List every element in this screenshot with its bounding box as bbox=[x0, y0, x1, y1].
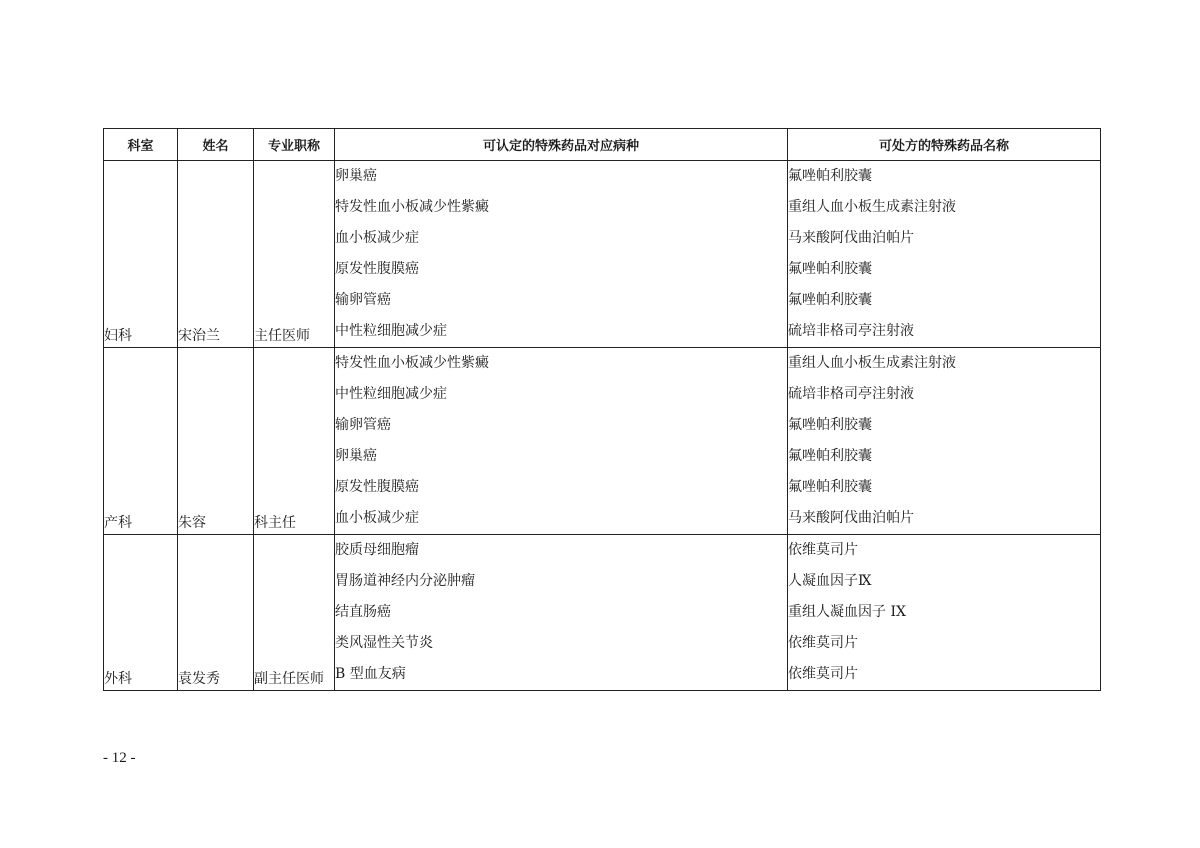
drug-item: 重组人血小板生成素注射液 bbox=[788, 199, 956, 215]
drug-item: 氟唑帕利胶囊 bbox=[788, 417, 872, 433]
professional-title-cell: 主任医师 bbox=[254, 161, 335, 348]
disease-list-cell bbox=[335, 348, 788, 535]
header-title: 专业职称 bbox=[254, 129, 335, 161]
disease-item: 胶质母细胞瘤 bbox=[335, 542, 419, 558]
drug-item: 硫培非格司亭注射液 bbox=[788, 386, 914, 402]
drug-item: 依维莫司片 bbox=[788, 635, 858, 651]
professional-title-cell: 副主任医师 bbox=[254, 535, 335, 691]
disease-item: 输卵管癌 bbox=[335, 292, 391, 308]
drug-item: 氟唑帕利胶囊 bbox=[788, 261, 872, 277]
drug-list-cell bbox=[788, 348, 1101, 535]
disease-item: 血小板减少症 bbox=[335, 510, 419, 526]
disease-item: 中性粒细胞减少症 bbox=[335, 386, 447, 402]
disease-item: 输卵管癌 bbox=[335, 417, 391, 433]
disease-item: 结直肠癌 bbox=[335, 604, 391, 620]
physician-name-cell: 朱容 bbox=[178, 348, 254, 535]
drug-list-cell bbox=[788, 535, 1101, 691]
disease-item: B 型血友病 bbox=[335, 666, 406, 682]
table-row bbox=[104, 161, 1101, 348]
header-department: 科室 bbox=[104, 129, 178, 161]
disease-item: 原发性腹膜癌 bbox=[335, 261, 419, 277]
department-cell: 妇科 bbox=[104, 161, 178, 348]
drug-item: 依维莫司片 bbox=[788, 542, 858, 558]
header-diseases: 可认定的特殊药品对应病种 bbox=[335, 129, 788, 161]
disease-item: 特发性血小板减少性紫癜 bbox=[335, 355, 489, 371]
physician-name-cell: 宋治兰 bbox=[178, 161, 254, 348]
drug-item: 氟唑帕利胶囊 bbox=[788, 168, 872, 184]
drug-item: 氟唑帕利胶囊 bbox=[788, 448, 872, 464]
physician-name-cell: 袁发秀 bbox=[178, 535, 254, 691]
disease-item: 特发性血小板减少性紫癜 bbox=[335, 199, 489, 215]
drug-item: 依维莫司片 bbox=[788, 666, 858, 682]
department-cell: 外科 bbox=[104, 535, 178, 691]
header-name: 姓名 bbox=[178, 129, 254, 161]
drug-item: 马来酸阿伐曲泊帕片 bbox=[788, 230, 914, 246]
drug-physician-table bbox=[103, 128, 1101, 691]
drug-item: 氟唑帕利胶囊 bbox=[788, 479, 872, 495]
page-number: - 12 - bbox=[103, 750, 136, 766]
drug-item: 人凝血因子Ⅸ bbox=[788, 573, 872, 589]
disease-item: 卵巢癌 bbox=[335, 168, 377, 184]
table-row bbox=[104, 535, 1101, 691]
disease-list-cell bbox=[335, 161, 788, 348]
drug-item: 氟唑帕利胶囊 bbox=[788, 292, 872, 308]
header-drugs: 可处方的特殊药品名称 bbox=[788, 129, 1101, 161]
disease-item: 原发性腹膜癌 bbox=[335, 479, 419, 495]
drug-list-cell bbox=[788, 161, 1101, 348]
disease-item: 类风湿性关节炎 bbox=[335, 635, 433, 651]
disease-item: 卵巢癌 bbox=[335, 448, 377, 464]
department-cell: 产科 bbox=[104, 348, 178, 535]
drug-item: 重组人血小板生成素注射液 bbox=[788, 355, 956, 371]
professional-title-cell: 科主任 bbox=[254, 348, 335, 535]
drug-item: 马来酸阿伐曲泊帕片 bbox=[788, 510, 914, 526]
drug-item: 重组人凝血因子 IX bbox=[788, 604, 906, 620]
disease-list-cell bbox=[335, 535, 788, 691]
table-row bbox=[104, 348, 1101, 535]
table-header-row bbox=[104, 129, 1101, 161]
disease-item: 胃肠道神经内分泌肿瘤 bbox=[335, 573, 475, 589]
disease-item: 中性粒细胞减少症 bbox=[335, 323, 447, 339]
drug-item: 硫培非格司亭注射液 bbox=[788, 323, 914, 339]
disease-item: 血小板减少症 bbox=[335, 230, 419, 246]
